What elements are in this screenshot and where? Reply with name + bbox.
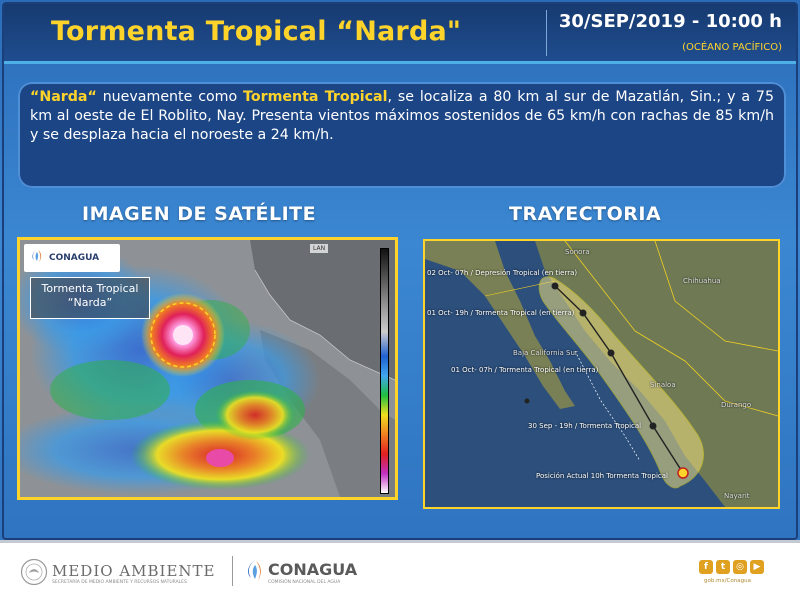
trajectory-map-graphic	[425, 241, 778, 507]
social-handle[interactable]: gob.mx/Conagua	[704, 578, 751, 584]
conagua-footer-subtitle: COMISIÓN NACIONAL DEL AGUA	[268, 580, 341, 585]
track-label-5: Posición Actual 10h Tormenta Tropical	[536, 472, 668, 480]
satellite-conagua-badge	[24, 244, 120, 272]
medio-ambiente-logo-text: MEDIO AMBIENTE	[52, 562, 216, 580]
youtube-icon[interactable]: ▶	[750, 560, 764, 574]
storm-category: Tormenta Tropical	[243, 89, 388, 105]
conagua-logo-icon	[29, 248, 45, 268]
place-label-sinaloa: Sinaloa	[650, 381, 676, 389]
facebook-icon[interactable]: f	[699, 560, 713, 574]
instagram-icon[interactable]: ◎	[733, 560, 747, 574]
callout-line-2: “Narda”	[67, 296, 113, 309]
satellite-image	[17, 237, 398, 500]
place-label-sonora: Sonora	[565, 248, 590, 256]
footer	[0, 540, 800, 600]
description-part1: nuevamente como	[96, 89, 244, 105]
track-label-3: 01 Oct- 07h / Tormenta Tropical (en tierra)	[451, 366, 599, 374]
satellite-section-title: IMAGEN DE SATÉLITE	[82, 203, 317, 225]
lan-badge: LAN	[310, 244, 328, 253]
description-text	[30, 88, 774, 145]
place-label-nayarit: Nayarit	[724, 492, 750, 500]
social-links	[699, 560, 764, 574]
region-label: (OCÉANO PACÍFICO)	[682, 42, 782, 53]
storm-name: “Narda“	[30, 89, 97, 105]
track-label-1: 02 Oct- 07h / Depresión Tropical (en tierra)	[427, 269, 578, 277]
track-label-4: 30 Sep - 19h / Tormenta Tropical	[528, 422, 642, 430]
description-box	[18, 82, 786, 188]
twitter-icon[interactable]: t	[716, 560, 730, 574]
medio-ambiente-subtitle: SECRETARÍA DE MEDIO AMBIENTE Y RECURSOS NATURALES	[52, 580, 187, 585]
header-divider	[546, 10, 547, 56]
trajectory-map	[423, 239, 780, 509]
description-part2: , se localiza a 80 km al sur de Mazatlán, Sin.; y a 75 km al oeste de El Roblito, Nay. Presenta vientos máximos sostenidos de 65 km/h con rachas de 85 km/h y se desplaza hacia el noroeste a 24 km/h.	[30, 89, 774, 143]
place-label-bcs: Baja California Sur	[513, 349, 578, 357]
footer-divider-line	[0, 540, 800, 543]
place-label-durango: Durango	[721, 401, 752, 409]
page-title: Tormenta Tropical “Narda"	[51, 16, 462, 47]
header-bar	[4, 4, 796, 64]
callout-line-1: Tormenta Tropical	[41, 282, 139, 295]
track-label-2: 01 Oct- 19h / Tormenta Tropical (en tierra)	[427, 309, 575, 317]
bulletin-date: 30/SEP/2019 - 10:00 h	[558, 11, 782, 32]
place-label-chihuahua: Chihuahua	[683, 277, 721, 285]
conagua-footer-logo-icon	[244, 558, 266, 588]
mexico-seal-icon	[20, 558, 48, 590]
footer-logo-divider	[232, 556, 233, 586]
temperature-colorbar	[380, 248, 389, 494]
storm-callout	[30, 277, 150, 319]
conagua-footer-text: CONAGUA	[268, 560, 358, 579]
satellite-conagua-text: CONAGUA	[49, 253, 100, 263]
trajectory-section-title: TRAYECTORIA	[509, 203, 662, 225]
